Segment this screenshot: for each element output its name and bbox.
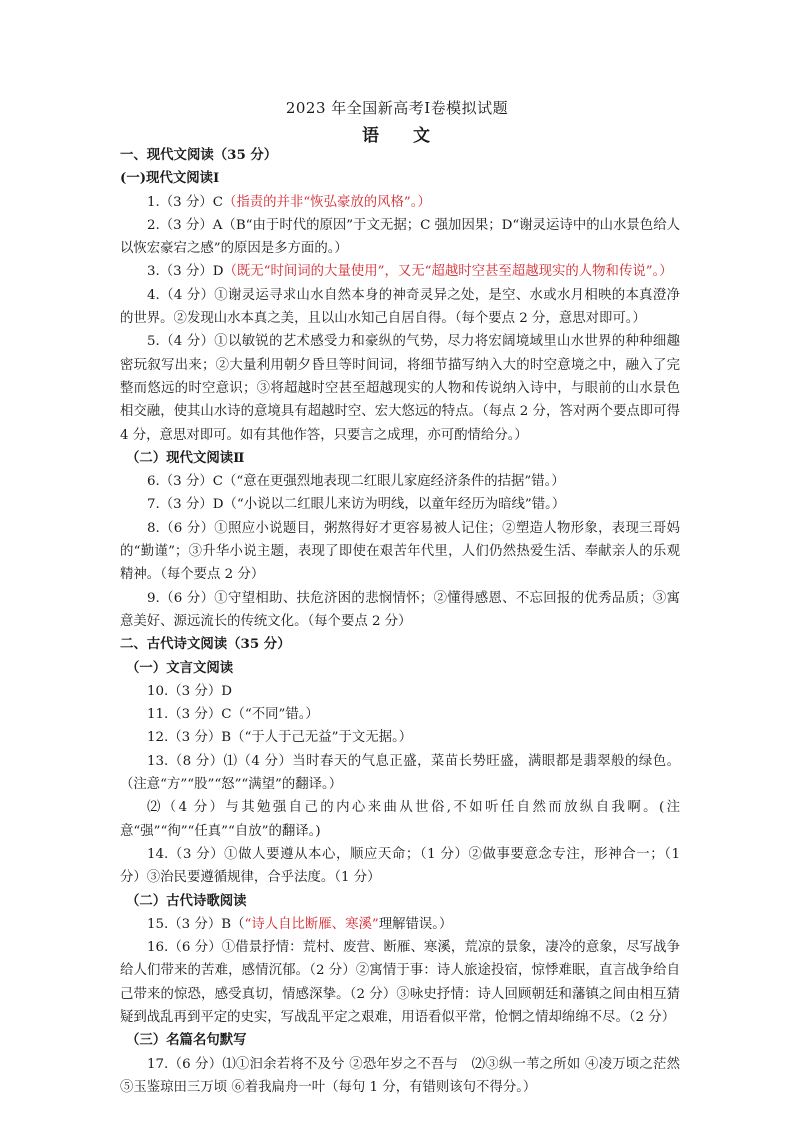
answer-item-7: 7.（3 分）D（“小说以二红眼儿来访为明线，以童年经历为暗线”错。） bbox=[147, 497, 566, 513]
answer-item-1: 1.（3 分）C（指责的并非“恢弘豪放的风格”。） bbox=[147, 194, 431, 210]
document-subtitle: 语 文 bbox=[362, 126, 444, 146]
answer-item-11: 11.（3 分）C（“不同”错。） bbox=[147, 707, 319, 723]
answer-item-8: 8.（6 分）①照应小说题目，粥熬得好才更容易被人记住；②塑造人物形象，表现三哥妈的“勤谨”；③升华小说主题，表现了即使在艰苦年代里，人们仍然热爱生活、奉献亲人的乐观精神。（每个要点 2 分） bbox=[120, 520, 680, 583]
highlight-text: “诗人自比断雁、寒溪” bbox=[244, 916, 379, 932]
subsection-heading-1b: （二）现代文阅读Ⅱ bbox=[126, 449, 245, 466]
section-heading-2: 二、古代诗文阅读（35 分） bbox=[120, 636, 291, 653]
answer-item-14: 14.（3 分）①做人要遵从本心，顺应天命；（1 分）②做事要意念专注，形神合一；（1 分）③治民要遵循规律，合乎法度。（1 分） bbox=[120, 846, 680, 886]
subsection-heading-2b: （二）古代诗歌阅读 bbox=[126, 892, 247, 909]
highlight-text: （指责的并非“恢弘豪放的风格”。） bbox=[222, 194, 431, 210]
section-heading-1: 一、现代文阅读（35 分） bbox=[120, 147, 278, 163]
answer-item-15: 15.（3 分）B（“诗人自比断雁、寒溪”理解错误。） bbox=[147, 916, 453, 932]
highlight-text: （既无“时间词的大量使用”，又无“超越时空甚至超越现实的人物和传说”。） bbox=[223, 264, 673, 280]
answer-item-6: 6.（3 分）C（“意在更强烈地表现二红眼儿家庭经济条件的拮据”错。） bbox=[147, 474, 565, 490]
answer-item-5: 5.（4 分）①以敏锐的艺术感受力和豪纵的气势，尽力将宏阔境域里山水世界的种种细趣密玩叙写出来；②大量利用朝夕昏旦等时间词，将细节描写纳入大的时空意境之中，融入了完整而悠远的时空意识；③将超越时空甚至超越现实的人物和传说纳入诗中，与眼前的山水景色相交融，使其山水诗的意境具有超越时空、宏大悠远的特点。（每点 2 分，答对两个要点即可得 4 分，意思对即可。如有其他作答，只要言之成理，亦可酌情给分。） bbox=[120, 334, 680, 443]
answer-item-16: 16.（6 分）①借景抒情：荒村、废营、断雁、寒溪，荒凉的景象，凄冷的意象，尽写战争给人们带来的苦难，感情沉郁。（2 分）②寓情于事：诗人旅途投宿，惊悸难眠，直言战争给自己带来的惊恐，感受真切，情感深挚。（2 分）③咏史抒情：诗人回顾朝廷和藩镇之间由相互猜疑到战乱再到平定的史实，写战乱平定之艰难，用语看似平常，怆惘之情却绵绵不尽。（2 分） bbox=[120, 940, 680, 1025]
answer-item-10: 10.（3 分）D bbox=[147, 683, 232, 699]
answer-item-17: 17.（6 分）⑴①汩余若将不及兮 ②恐年岁之不吾与 ⑵③纵一苇之所如 ④凌万顷之茫然 ⑤玉鉴琼田三万顷 ⑥着我扁舟一叶（每句 1 分，有错则该句不得分。） bbox=[120, 1056, 680, 1095]
answer-body bbox=[120, 144, 680, 1099]
subsection-heading-1a: (一)现代文阅读Ⅰ bbox=[120, 170, 220, 187]
answer-item-13b: ⑵（4 分）与其勉强自己的内心来曲从世俗,不如听任自然而放纵自我啊。(注意“强”“徇”“任真”“自放”的翻译。) bbox=[120, 800, 680, 839]
answer-item-4: 4.（4 分）①谢灵运寻求山水自然本身的神奇灵异之处，是空、水或水月相映的本真澄净的世界。②发现山水本真之美，且以山水知己自居自得。（每个要点 2 分，意思对即可。） bbox=[120, 287, 680, 327]
subsection-heading-2c: （三）名篇名句默写 bbox=[126, 1032, 247, 1049]
document-title: 2023 年全国新高考Ⅰ卷模拟试题 bbox=[285, 99, 509, 117]
answer-item-2: 2.（3 分）A（B“由于时代的原因”于文无据；C 强加因果；D“谢灵运诗中的山水景色给人以恢宏豪宕之感”的原因是多方面的。） bbox=[120, 217, 680, 257]
subsection-heading-2a: （一）文言文阅读 bbox=[126, 659, 234, 676]
answer-item-3: 3.（3 分）D（既无“时间词的大量使用”，又无“超越时空甚至超越现实的人物和传说”。） bbox=[147, 264, 673, 280]
answer-item-13a: 13.（8 分）⑴（4 分）当时春天的气息正盛，菜苗长势旺盛，满眼都是翡翠般的绿色。（注意“方”“股”“怒”“满望”的翻译。） bbox=[120, 753, 680, 793]
answer-item-12: 12.（3 分）B（“于人于己无益”于文无据。） bbox=[147, 730, 413, 746]
answer-item-9: 9.（6 分）①守望相助、扶危济困的悲悯情怀；②懂得感恩、不忘回报的优秀品质；③寓意美好、源远流长的传统文化。（每个要点 2 分） bbox=[120, 590, 680, 629]
